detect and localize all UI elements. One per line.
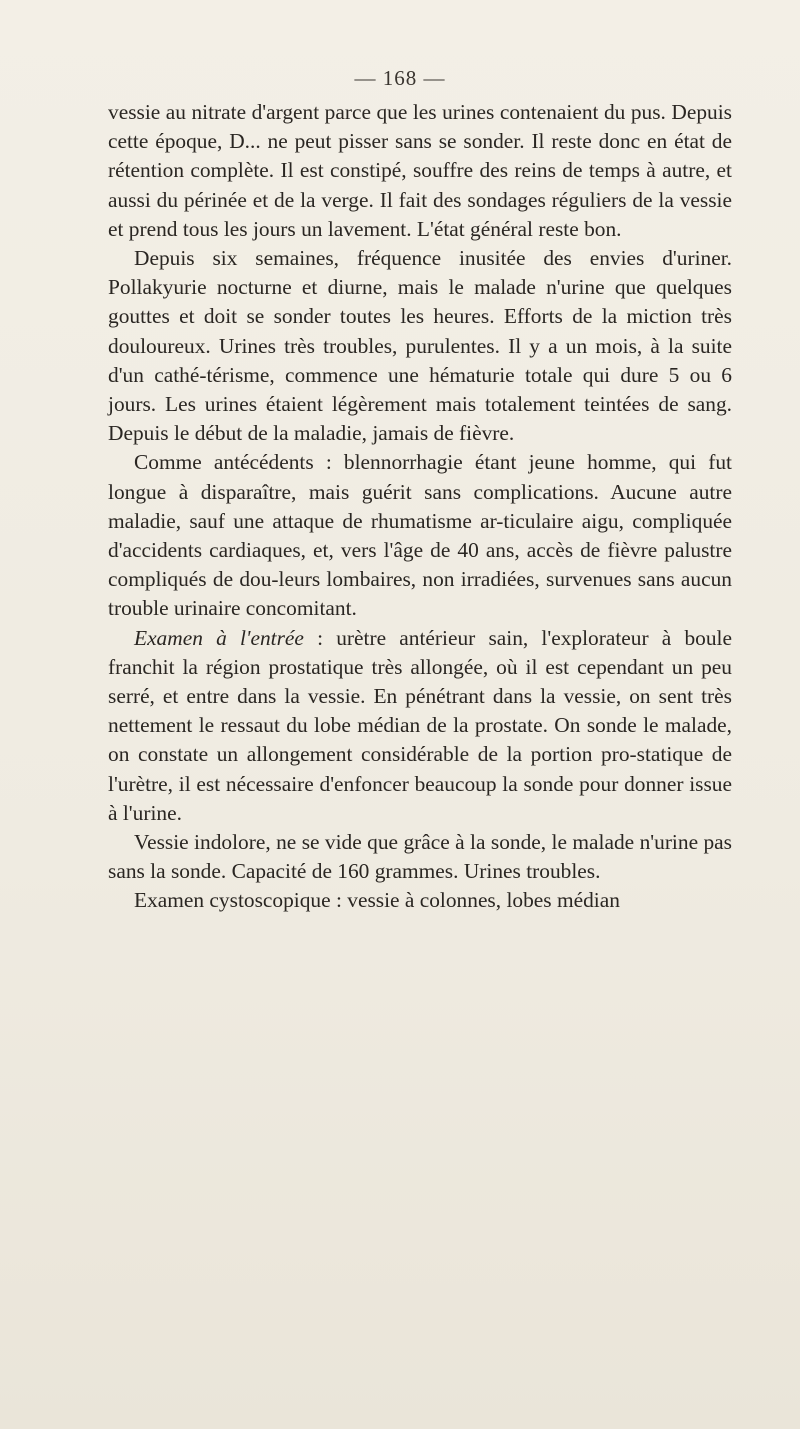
paragraph-4 bbox=[108, 624, 732, 828]
paragraph-6: Examen cystoscopique : vessie à colonnes, lobes médian bbox=[134, 888, 620, 913]
examen-heading: Examen à l'entrée bbox=[134, 625, 304, 650]
paragraph-5: Vessie indolore, ne se vide que grâce à la sonde, le malade n'urine pas sans la sonde. Capacité de 160 grammes. Urines troubles. bbox=[108, 830, 732, 884]
body-text bbox=[108, 98, 732, 916]
page-number: — 168 — bbox=[354, 66, 446, 90]
paragraph-4-text: : urètre antérieur sain, l'explorateur à boule franchit la région prostatique très allongée, où il est cependant un peu serré, et entre dans la vessie. En pénétrant dans la vessie, on sent très nettement le ressaut du lobe médian de la prostate. On sonde le malade, on constate un allongement considérable de la portion pro-statique de l'urètre, il est nécessaire d'enfoncer beaucoup la sonde pour donner issue à l'urine. bbox=[108, 625, 732, 825]
paragraph-1: vessie au nitrate d'argent parce que les urines contenaient du pus. Depuis cette époque, D... ne peut pisser sans se sonder. Il reste donc en état de rétention complète. Il est constipé, souffre des reins de temps à autre, et aussi du périnée et de la verge. Il fait des sondages réguliers de la vessie et prend tous les jours un lavement. L'état général reste bon. bbox=[108, 100, 732, 241]
paragraph-2: Depuis six semaines, fréquence inusitée des envies d'uriner. Pollakyurie nocturne et diurne, mais le malade n'urine que quelques gouttes et doit se sonder toutes les heures. Efforts de la miction très douloureux. Urines très troubles, purulentes. Il y a un mois, à la suite d'un cathé-térisme, commence une hématurie totale qui dure 5 ou 6 jours. Les urines étaient légèrement mais totalement teintées de sang. Depuis le début de la maladie, jamais de fièvre. bbox=[108, 246, 732, 446]
paragraph-3: Comme antécédents : blennorrhagie étant jeune homme, qui fut longue à disparaître, mais guérit sans complications. Aucune autre maladie, sauf une attaque de rhumatisme ar-ticulaire aigu, compliquée d'accidents cardiaques, et, vers l'âge de 40 ans, accès de fièvre palustre compliqués de dou-leurs lombaires, non irradiées, survenues sans aucun trouble urinaire concomitant. bbox=[108, 450, 732, 621]
